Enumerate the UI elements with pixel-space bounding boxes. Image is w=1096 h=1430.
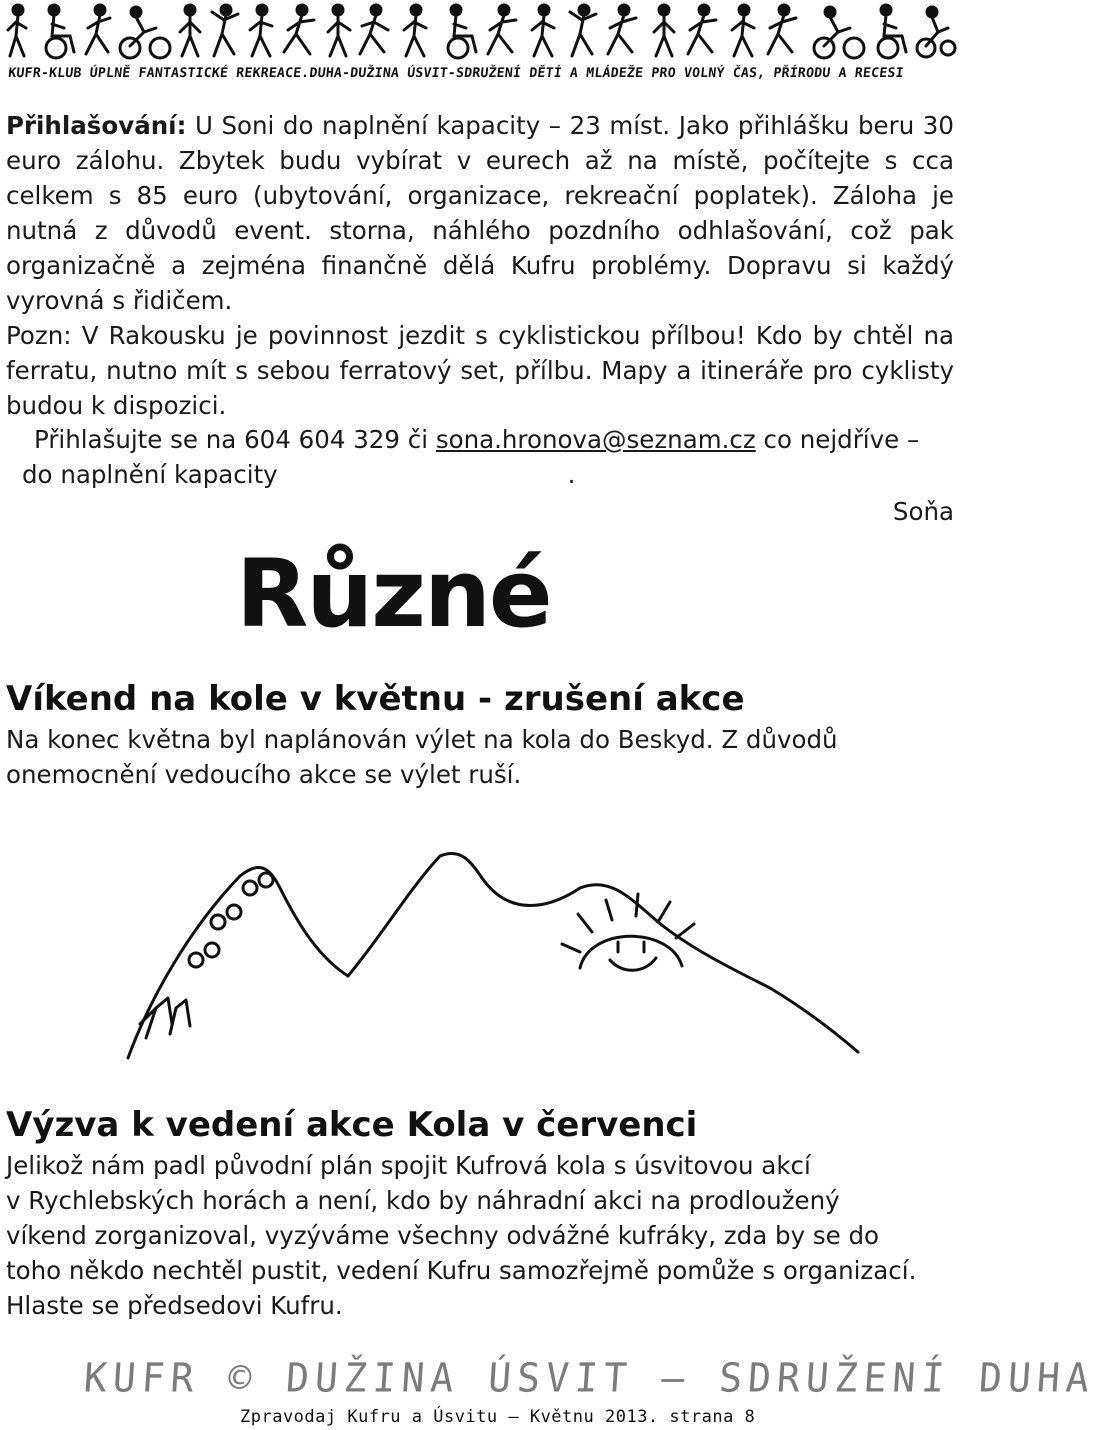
dancer-icon bbox=[212, 5, 238, 56]
article2-line: víkend zorganizoval, vyzýváme všechny odvážné kufráky, zda by se do bbox=[6, 1221, 880, 1250]
article2-line: v Rychlebských horách a není, kdo by náhradní akci na prodloužený bbox=[6, 1186, 840, 1215]
runner-icon bbox=[488, 5, 516, 54]
registration-label: Přihlašování: bbox=[6, 111, 187, 140]
registration-note: Pozn: V Rakousku je povinnost jezdit s cyklistickou přílbou! Kdo by chtěl na ferratu, nutno mít s sebou ferratový set, přílbu. Mapy a itineráře pro cyklisty budou k dispozici. bbox=[6, 321, 954, 420]
walker-icon bbox=[654, 5, 674, 56]
walker-icon bbox=[328, 5, 350, 56]
walker-icon bbox=[532, 5, 554, 56]
mountain-outline bbox=[128, 853, 858, 1058]
footer-page-note: Zpravodaj Kufru a Úsvitu – Květnu 2013. strana 8 bbox=[240, 1407, 756, 1427]
article1-heading: Víkend na kole v květnu - zrušení akce bbox=[6, 679, 745, 719]
contact-dot: . bbox=[567, 460, 576, 489]
article2-body bbox=[6, 1148, 954, 1323]
bicycle-icon bbox=[917, 7, 955, 57]
walker-icon bbox=[180, 5, 200, 56]
walker-icon bbox=[732, 5, 754, 56]
footer-banner: KUFR © DUŽINA ÚSVIT – SDRUŽENÍ DUHA bbox=[82, 1354, 1096, 1402]
header-tagline: KUFR-KLUB ÚPLNĚ FANTASTICKÉ REKREACE.DUHA-DUŽINA ÚSVIT-SDRUŽENÍ DĚTÍ A MLÁDEŽE PRO VOLNÝ ČAS, PŘÍRODU A RECESI bbox=[7, 66, 905, 81]
section-title: Různé bbox=[236, 540, 551, 649]
wheelchair-icon bbox=[46, 5, 74, 58]
smiley-face-icon bbox=[610, 942, 656, 970]
contact-line2: do naplnění kapacity bbox=[22, 460, 278, 489]
contact-prefix: Přihlašujte se na 604 604 329 či bbox=[34, 425, 436, 454]
page-header bbox=[0, 0, 960, 92]
article1-line: onemocnění vedoucího akce se výlet ruší. bbox=[6, 760, 522, 789]
runner-icon bbox=[688, 5, 716, 54]
registration-text: U Soni do naplnění kapacity – 23 míst. Jako přihlášku beru 30 euro zálohu. Zbytek budu vybírat v eurech až na místě, počítejte s cca celkem s 85 euro (ubytování, organizace, rekreační poplatek). Záloha je nutná z důvodů event. storna, náhlého pozdního odhlašování, což pak organizačně a zejména finančně dělá Kufru problémy. Dopravu si každý vyrovná s řidičem. bbox=[6, 111, 954, 315]
runner-icon bbox=[768, 5, 796, 54]
wheelchair-icon bbox=[878, 5, 906, 58]
email-link[interactable]: sona.hronova@seznam.cz bbox=[435, 425, 756, 454]
runner-icon bbox=[86, 5, 110, 54]
article2-heading: Výzva k vedení akce Kola v červenci bbox=[6, 1105, 698, 1145]
runner-icon bbox=[608, 5, 636, 54]
wheelchair-icon bbox=[448, 5, 476, 58]
article2-line: Jelikož nám padl původní plán spojit Kufrová kola s úsvitovou akcí bbox=[6, 1151, 811, 1180]
article1-body bbox=[6, 722, 954, 792]
walker-icon bbox=[250, 5, 272, 56]
runner-icon bbox=[284, 5, 314, 54]
sun-rays-icon bbox=[562, 894, 694, 952]
walker-icon bbox=[8, 5, 26, 56]
header-figures-illustration bbox=[4, 2, 956, 64]
article2-line: Hlaste se předsedovi Kufru. bbox=[6, 1291, 343, 1320]
mountains-sun-illustration bbox=[110, 848, 870, 1068]
article2-line: toho někdo nechtěl pustit, vedení Kufru samozřejmě pomůže s organizací. bbox=[6, 1256, 917, 1285]
hikers-icon bbox=[140, 998, 190, 1038]
walker-icon bbox=[404, 5, 426, 56]
contact-line-2 bbox=[22, 457, 575, 492]
bicycle-icon bbox=[814, 7, 864, 58]
signature: Soňa bbox=[892, 497, 954, 526]
registration-paragraph bbox=[6, 108, 954, 318]
contact-line bbox=[34, 422, 919, 457]
runner-icon bbox=[360, 5, 388, 54]
bicycle-icon bbox=[120, 7, 170, 58]
article1-line: Na konec května byl naplánován výlet na kola do Beskyd. Z důvodů bbox=[6, 725, 838, 754]
contact-suffix: co nejdříve – bbox=[755, 425, 920, 454]
registration-section bbox=[6, 108, 954, 423]
dancer-icon bbox=[570, 5, 596, 56]
sun-arc bbox=[580, 936, 682, 968]
